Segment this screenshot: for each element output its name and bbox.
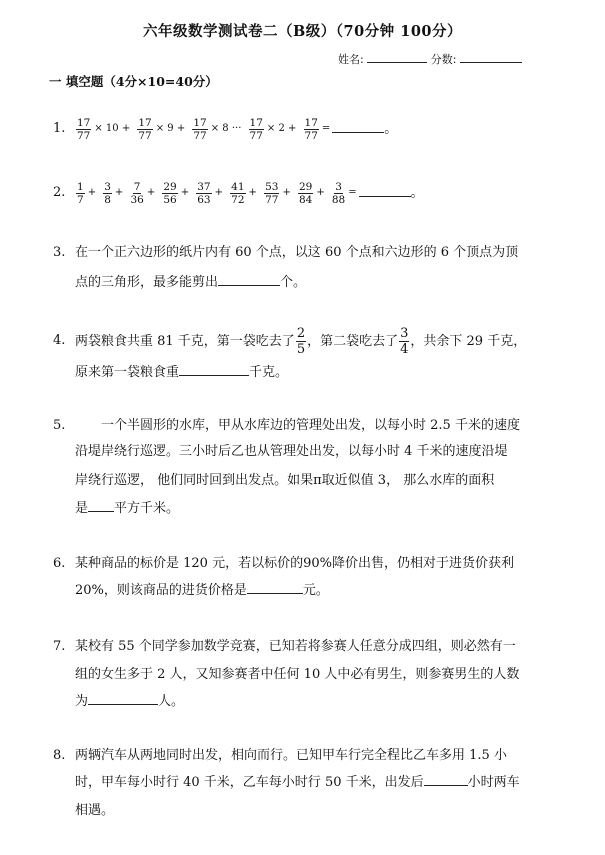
q8-line-1: 两辆汽车从两地同时出发，相向而行。已知甲车行完全程比乙车多用 1.5 小 bbox=[75, 748, 507, 763]
q1-op-2: × 9 + bbox=[155, 123, 186, 134]
q4-line-1: 两袋粮食共重 81 千克，第一袋吃去了 $\frac{2}{5}$ ，第二袋吃去了 $\frac{3}{4}$ ，共余下 29 千克， bbox=[75, 326, 527, 357]
q1-number: 1. bbox=[53, 121, 66, 136]
q2-frac-4: $\frac{29}{56}$ bbox=[163, 180, 177, 206]
q1-frac-4: $\frac{17}{77}$ bbox=[249, 116, 263, 142]
q2-eq: = bbox=[348, 187, 357, 198]
q5-number: 5. bbox=[53, 418, 66, 433]
q6-line-1: 某种商品的标价是 120 元，若以标价的90%降价出售，仍相对于进货价获利 bbox=[75, 556, 514, 571]
q4-answer-blank[interactable] bbox=[179, 364, 249, 376]
q2-expression: $\frac{1}{7}$ + $\frac{3}{8}$ + $\frac{7}{36}$ + $\frac{29}{56}$ + $\frac{37}{63}$ + $\frac{41}{72}$ + $\frac{53}{77}$ + $\frac{29}{84}$ + $\frac{3}{88}$ = 。 bbox=[77, 180, 424, 206]
q6-line-2: 20%，则该商品的进货价格是 元。 bbox=[75, 583, 329, 598]
q2-frac-6: $\frac{41}{72}$ bbox=[231, 180, 245, 206]
q8-line-2: 时，甲车每小时行 40 千米，乙车每小时行 50 千米，出发后 小时两车 bbox=[75, 775, 520, 790]
q5-line-3: 岸绕行巡逻， 他们同时回到出发点。如果π取近似值 3， 那么水库的面积 bbox=[75, 473, 495, 488]
q1-frac-1: $\frac{17}{77}$ bbox=[77, 116, 91, 142]
page-title: 六年级数学测试卷二（B级）（70分钟 100分） bbox=[143, 23, 462, 40]
q1-op-5: = bbox=[321, 123, 331, 134]
name-label: 姓名: bbox=[338, 53, 364, 66]
q4-frac-1: $\frac{2}{5}$ bbox=[296, 326, 306, 357]
q2-frac-5: $\frac{37}{63}$ bbox=[197, 180, 211, 206]
q1-frac-5: $\frac{17}{77}$ bbox=[304, 116, 318, 142]
q1-op-3: × 8 ··· bbox=[210, 123, 242, 134]
q1-op-4: × 2 + bbox=[266, 123, 297, 134]
q2-frac-2: $\frac{3}{8}$ bbox=[104, 180, 111, 206]
name-score-line bbox=[338, 51, 522, 67]
q5-line-1: 一个半圆形的水库，甲从水库边的管理处出发，以每小时 2.5 千米的速度 bbox=[101, 418, 520, 433]
q8-answer-blank[interactable] bbox=[424, 774, 468, 786]
q1-answer-blank[interactable] bbox=[332, 121, 384, 133]
score-blank[interactable] bbox=[460, 51, 522, 63]
q4-frac-2: $\frac{3}{4}$ bbox=[400, 326, 409, 357]
section-heading: 一 填空题（4分×10=40分） bbox=[49, 74, 218, 89]
q2-answer-blank[interactable] bbox=[359, 185, 411, 197]
q3-line-1: 在一个正六边形的纸片内有 60 个点，以这 60 个点和六边形的 6 个顶点为顶 bbox=[75, 245, 519, 260]
q7-line-3: 为 人。 bbox=[75, 694, 185, 709]
q6-number: 6. bbox=[53, 556, 66, 571]
name-blank[interactable] bbox=[367, 51, 427, 63]
q5-line-4: 是 平方千米。 bbox=[75, 501, 180, 516]
q2-frac-8: $\frac{29}{84}$ bbox=[298, 180, 313, 206]
q4-line-2: 原来第一袋粮食重 千克。 bbox=[75, 365, 289, 380]
q7-line-2: 组的女生多于 2 人，又知参赛者中任何 10 人中必有男生，则参赛男生的人数 bbox=[75, 667, 520, 682]
q2-frac-9: $\frac{3}{88}$ bbox=[331, 180, 346, 206]
q1-expression bbox=[75, 114, 397, 145]
q1-frac-2: $\frac{17}{77}$ bbox=[138, 116, 152, 142]
q6-answer-blank[interactable] bbox=[247, 582, 303, 594]
q1-end: 。 bbox=[384, 121, 398, 137]
q1-op-1: × 10 + bbox=[94, 123, 131, 134]
q3-line-2: 点的三角形，最多能剪出 个。 bbox=[75, 275, 307, 290]
q3-number: 3. bbox=[53, 245, 66, 260]
q5-answer-blank[interactable] bbox=[88, 500, 114, 512]
q5-line-2: 沿堤岸绕行巡逻。三小时后乙也从管理处出发，以每小时 4 千米的速度沿堤 bbox=[75, 444, 508, 459]
q8-number: 8. bbox=[53, 748, 66, 763]
q1-frac-3: $\frac{17}{77}$ bbox=[193, 116, 207, 142]
q7-line-1: 某校有 55 个同学参加数学竞赛，已知若将参赛人任意分成四组，则必然有一 bbox=[75, 639, 516, 654]
q8-line-3: 相遇。 bbox=[75, 803, 115, 818]
q2-frac-1: $\frac{1}{7}$ bbox=[77, 180, 84, 206]
q2-number: 2. bbox=[53, 185, 66, 200]
q3-answer-blank[interactable] bbox=[218, 274, 280, 286]
score-label: 分数: bbox=[430, 53, 457, 66]
q7-answer-blank[interactable] bbox=[88, 693, 158, 705]
q2-frac-3: $\frac{7}{36}$ bbox=[130, 180, 144, 206]
q4-number: 4. bbox=[53, 333, 66, 348]
q7-number: 7. bbox=[53, 639, 66, 654]
q2-frac-7: $\frac{53}{77}$ bbox=[265, 180, 279, 206]
q2-end: 。 bbox=[410, 185, 424, 201]
